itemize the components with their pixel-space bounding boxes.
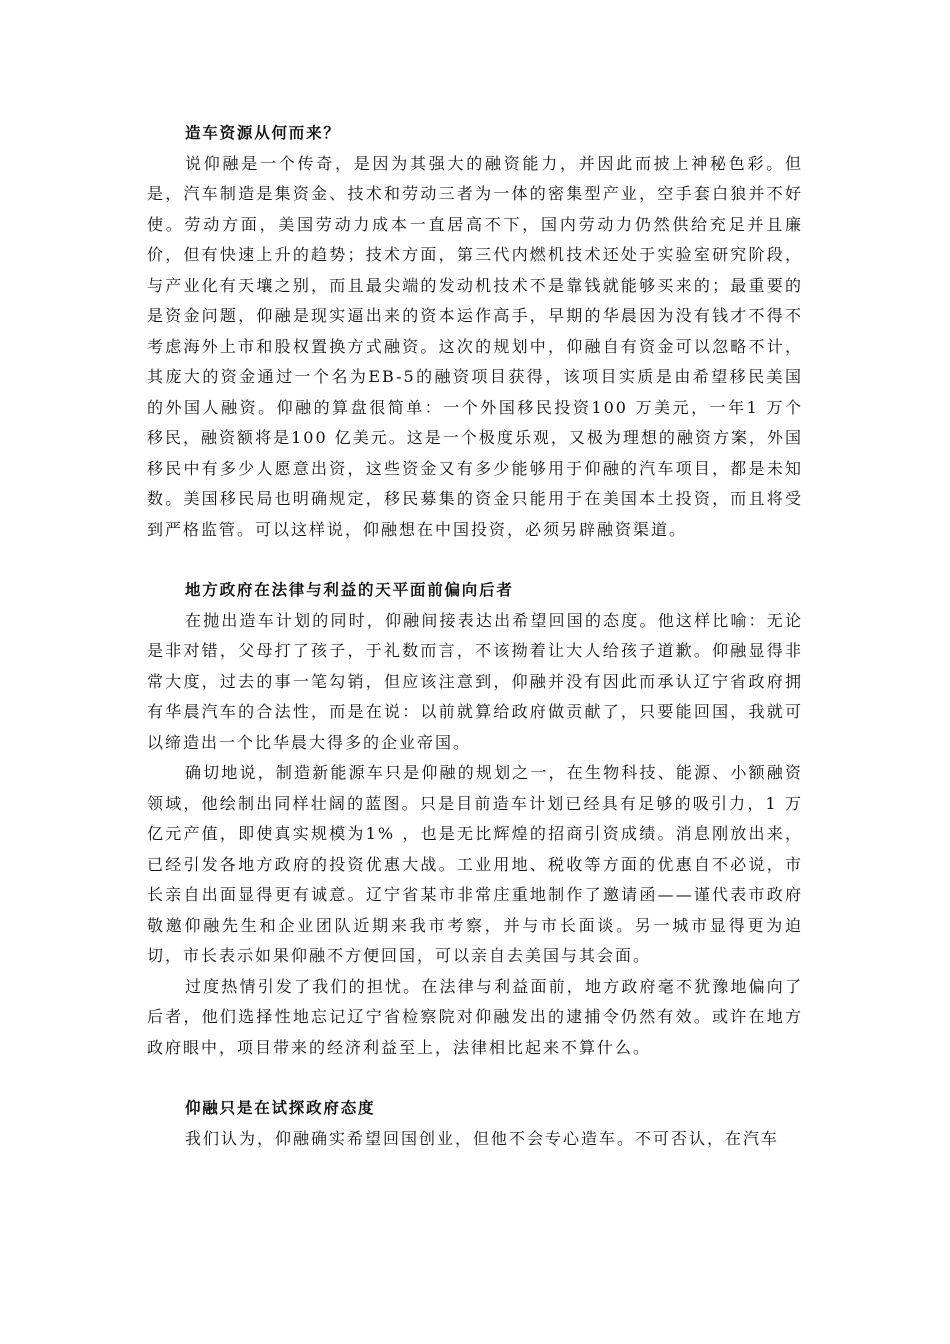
section-spacer <box>147 545 803 575</box>
section-heading: 地方政府在法律与利益的天平面前偏向后者 <box>185 581 514 599</box>
section-local-government <box>147 575 803 1063</box>
section-car-resources <box>147 118 803 545</box>
section-spacer <box>147 1063 803 1093</box>
section-heading: 仰融只是在试探政府态度 <box>185 1099 376 1117</box>
section-heading: 造车资源从何而来？ <box>185 124 341 142</box>
body-paragraph: 在抛出造车计划的同时，仰融间接表达出希望回国的态度。他这样比喻：无论是非对错，父母打了孩子，于礼数而言，不该拗着让大人给孩子道歉。仰融显得非常大度，过去的事一笔勾销，但应该注意到，仰融并没有因此而承认辽宁省政府拥有华晨汽车的合法性，而是在说：以前就算给政府做贡献了，只要能回国，我就可以缔造出一个比华晨大得多的企业帝国。 <box>147 610 803 752</box>
body-paragraph: 过度热情引发了我们的担忧。在法律与利益面前，地方政府毫不犹豫地偏向了后者，他们选择性地忘记辽宁省检察院对仰融发出的逮捕令仍然有效。或许在地方政府眼中，项目带来的经济利益至上，法律相比起来不算什么。 <box>147 976 803 1057</box>
document-page <box>147 118 803 1154</box>
body-paragraph: 确切地说，制造新能源车只是仰融的规划之一，在生物科技、能源、小额融资领域，他绘制出同样壮阔的蓝图。只是目前造车计划已经具有足够的吸引力，1 万亿元产值，即使真实规模为1% ，也是无比辉煌的招商引资成绩。消息刚放出来，已经引发各地方政府的投资优惠大战。工业用地、税收等方面的优惠自不必说，市长亲自出面显得更有诚意。辽宁省某市非常庄重地制作了邀请函——谨代表市政府敬邀仰融先生和企业团队近期来我市考察，并与市长面谈。另一城市显得更为迫切，市长表示如果仰融不方便回国，可以亲自去美国与其会面。 <box>147 763 803 965</box>
section-testing-government <box>147 1093 803 1154</box>
body-paragraph: 我们认为，仰融确实希望回国创业，但他不会专心造车。不可否认，在汽车 <box>185 1128 780 1148</box>
body-paragraph: 说仰融是一个传奇，是因为其强大的融资能力，并因此而披上神秘色彩。但是，汽车制造是集资金、技术和劳动三者为一体的密集型产业，空手套白狼并不好使。劳动方面，美国劳动力成本一直居高不下，国内劳动力仍然供给充足并且廉价，但有快速上升的趋势；技术方面，第三代内燃机技术还处于实验室研究阶段，与产业化有天壤之别，而且最尖端的发动机技术不是靠钱就能够买来的；最重要的是资金问题，仰融是现实逼出来的资本运作高手，早期的华晨因为没有钱才不得不考虑海外上市和股权置换方式融资。这次的规划中，仰融自有资金可以忽略不计，其庞大的资金通过一个名为EB-5的融资项目获得，该项目实质是由希望移民美国的外国人融资。仰融的算盘很简单：一个外国移民投资100 万美元，一年1 万个移民，融资额将是100 亿美元。这是一个极度乐观，又极为理想的融资方案，外国移民中有多少人愿意出资，这些资金又有多少能够用于仰融的汽车项目，都是未知数。美国移民局也明确规定，移民募集的资金只能用于在美国本土投资，而且将受到严格监管。可以这样说，仰融想在中国投资，必须另辟融资渠道。 <box>147 153 803 539</box>
